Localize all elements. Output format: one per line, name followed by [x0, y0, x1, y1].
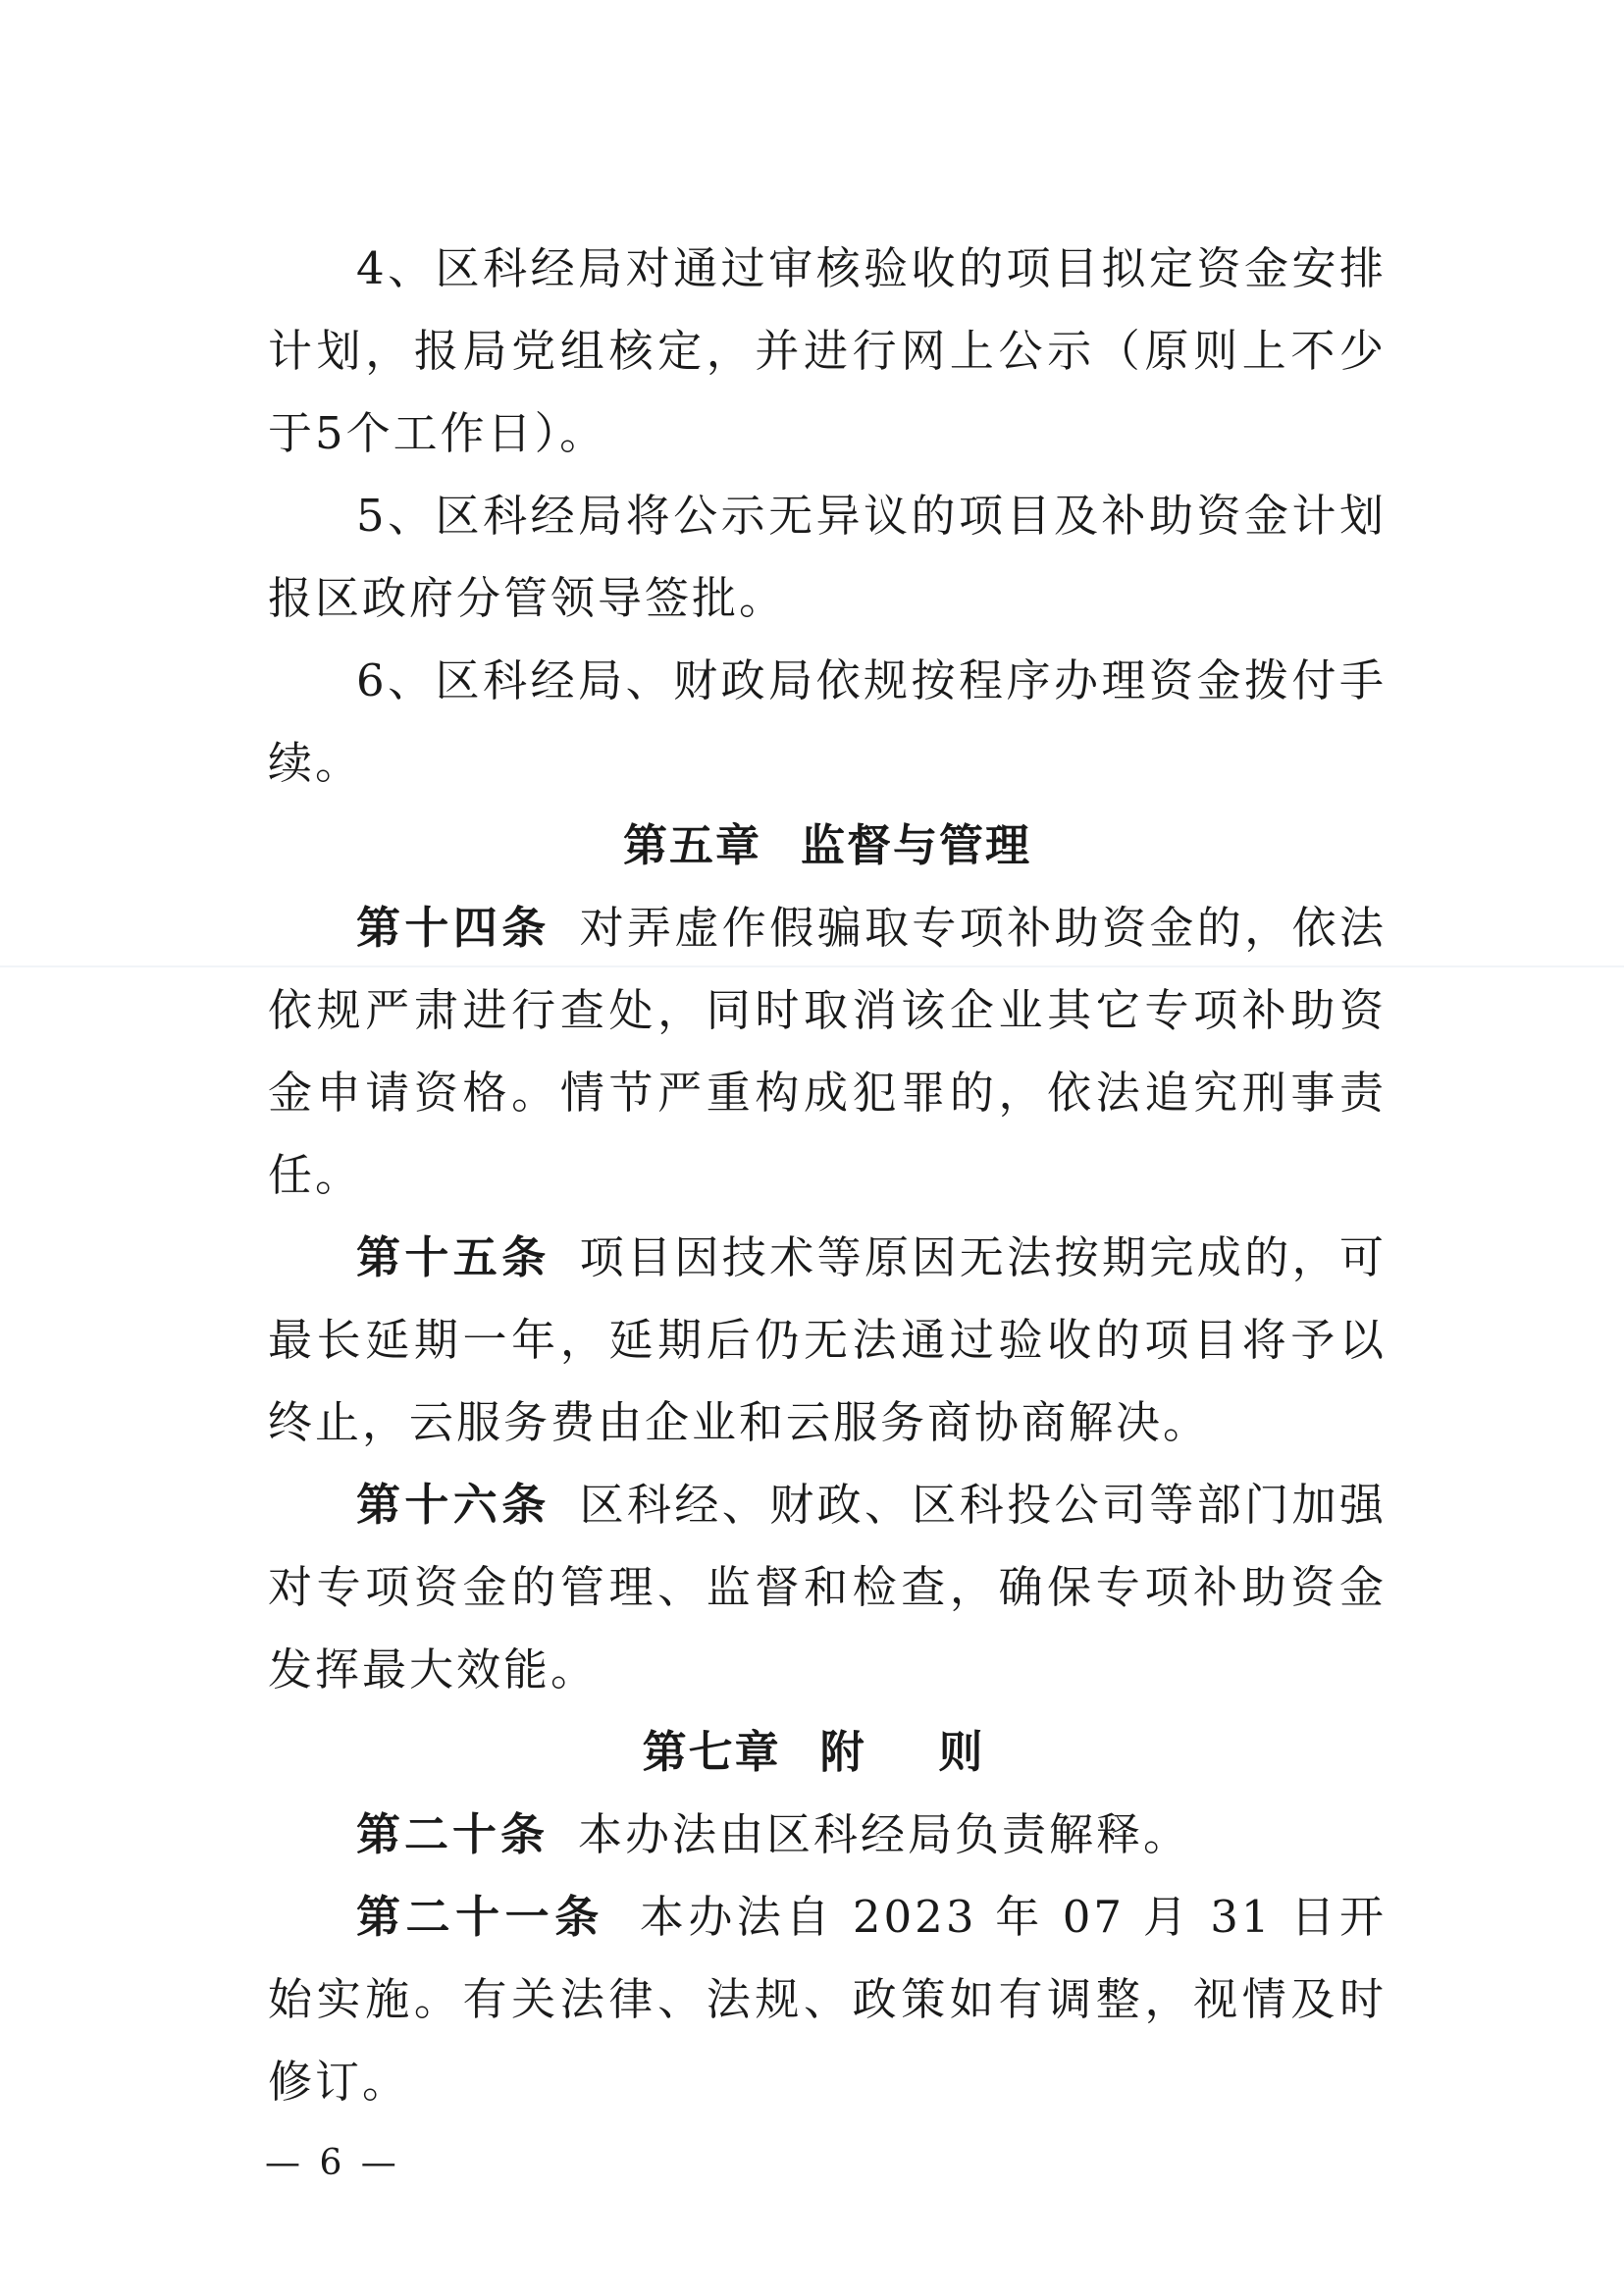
article-15-text: 项目因技术等原因无法按期完成的，可最长延期一年，延期后仍无法通过验收的项目将予以终止，云服务费由企业和云服务商协商解决。	[268, 1231, 1387, 1448]
article-15-label: 第十五条	[356, 1231, 550, 1283]
article-21-text: 本办法自 2023 年 07 月 31 日开始实施。有关法律、法规、政策如有调整，视情及时修订。	[268, 1891, 1387, 2108]
article-20-label: 第二十条	[356, 1808, 550, 1860]
article-14-label: 第十四条	[356, 902, 550, 954]
chapter-5-heading	[268, 805, 1387, 887]
article-20-text: 本办法由区科经局负责解释。	[578, 1808, 1191, 1860]
article-16-label: 第十六条	[356, 1479, 550, 1531]
article-21-label: 第二十一条	[356, 1891, 604, 1943]
article-16	[268, 1464, 1387, 1711]
procedure-step-6: 6、区科经局、财政局依规按程序办理资金拨付手续。	[268, 654, 1387, 789]
chapter-5-title: 监督与管理	[801, 819, 1032, 871]
article-20	[268, 1794, 1387, 1876]
document-body	[268, 228, 1387, 2123]
article-21	[268, 1876, 1387, 2123]
page-number: — 6 —	[265, 2143, 400, 2183]
article-15	[268, 1217, 1387, 1464]
article-16-text: 区科经、财政、区科投公司等部门加强对专项资金的管理、监督和检查，确保专项补助资金发挥最大效能。	[268, 1479, 1387, 1696]
article-14-text: 对弄虚作假骗取专项补助资金的，依法依规严肃进行查处，同时取消该企业其它专项补助资金申请资格。情节严重构成犯罪的，依法追究刑事责任。	[268, 902, 1387, 1201]
procedure-step-5: 5、区科经局将公示无异议的项目及补助资金计划报区政府分管领导签批。	[268, 490, 1387, 624]
chapter-7-heading	[268, 1711, 1387, 1794]
chapter-5-number: 第五章	[622, 819, 761, 871]
procedure-step-4: 4、区科经局对通过审核验收的项目拟定资金安排计划，报局党组核定，并进行网上公示（原则上不少于5个工作日）。	[268, 242, 1387, 459]
chapter-7-title: 附 则	[819, 1726, 1013, 1778]
article-14	[268, 887, 1387, 1217]
chapter-7-number: 第七章	[642, 1726, 781, 1778]
